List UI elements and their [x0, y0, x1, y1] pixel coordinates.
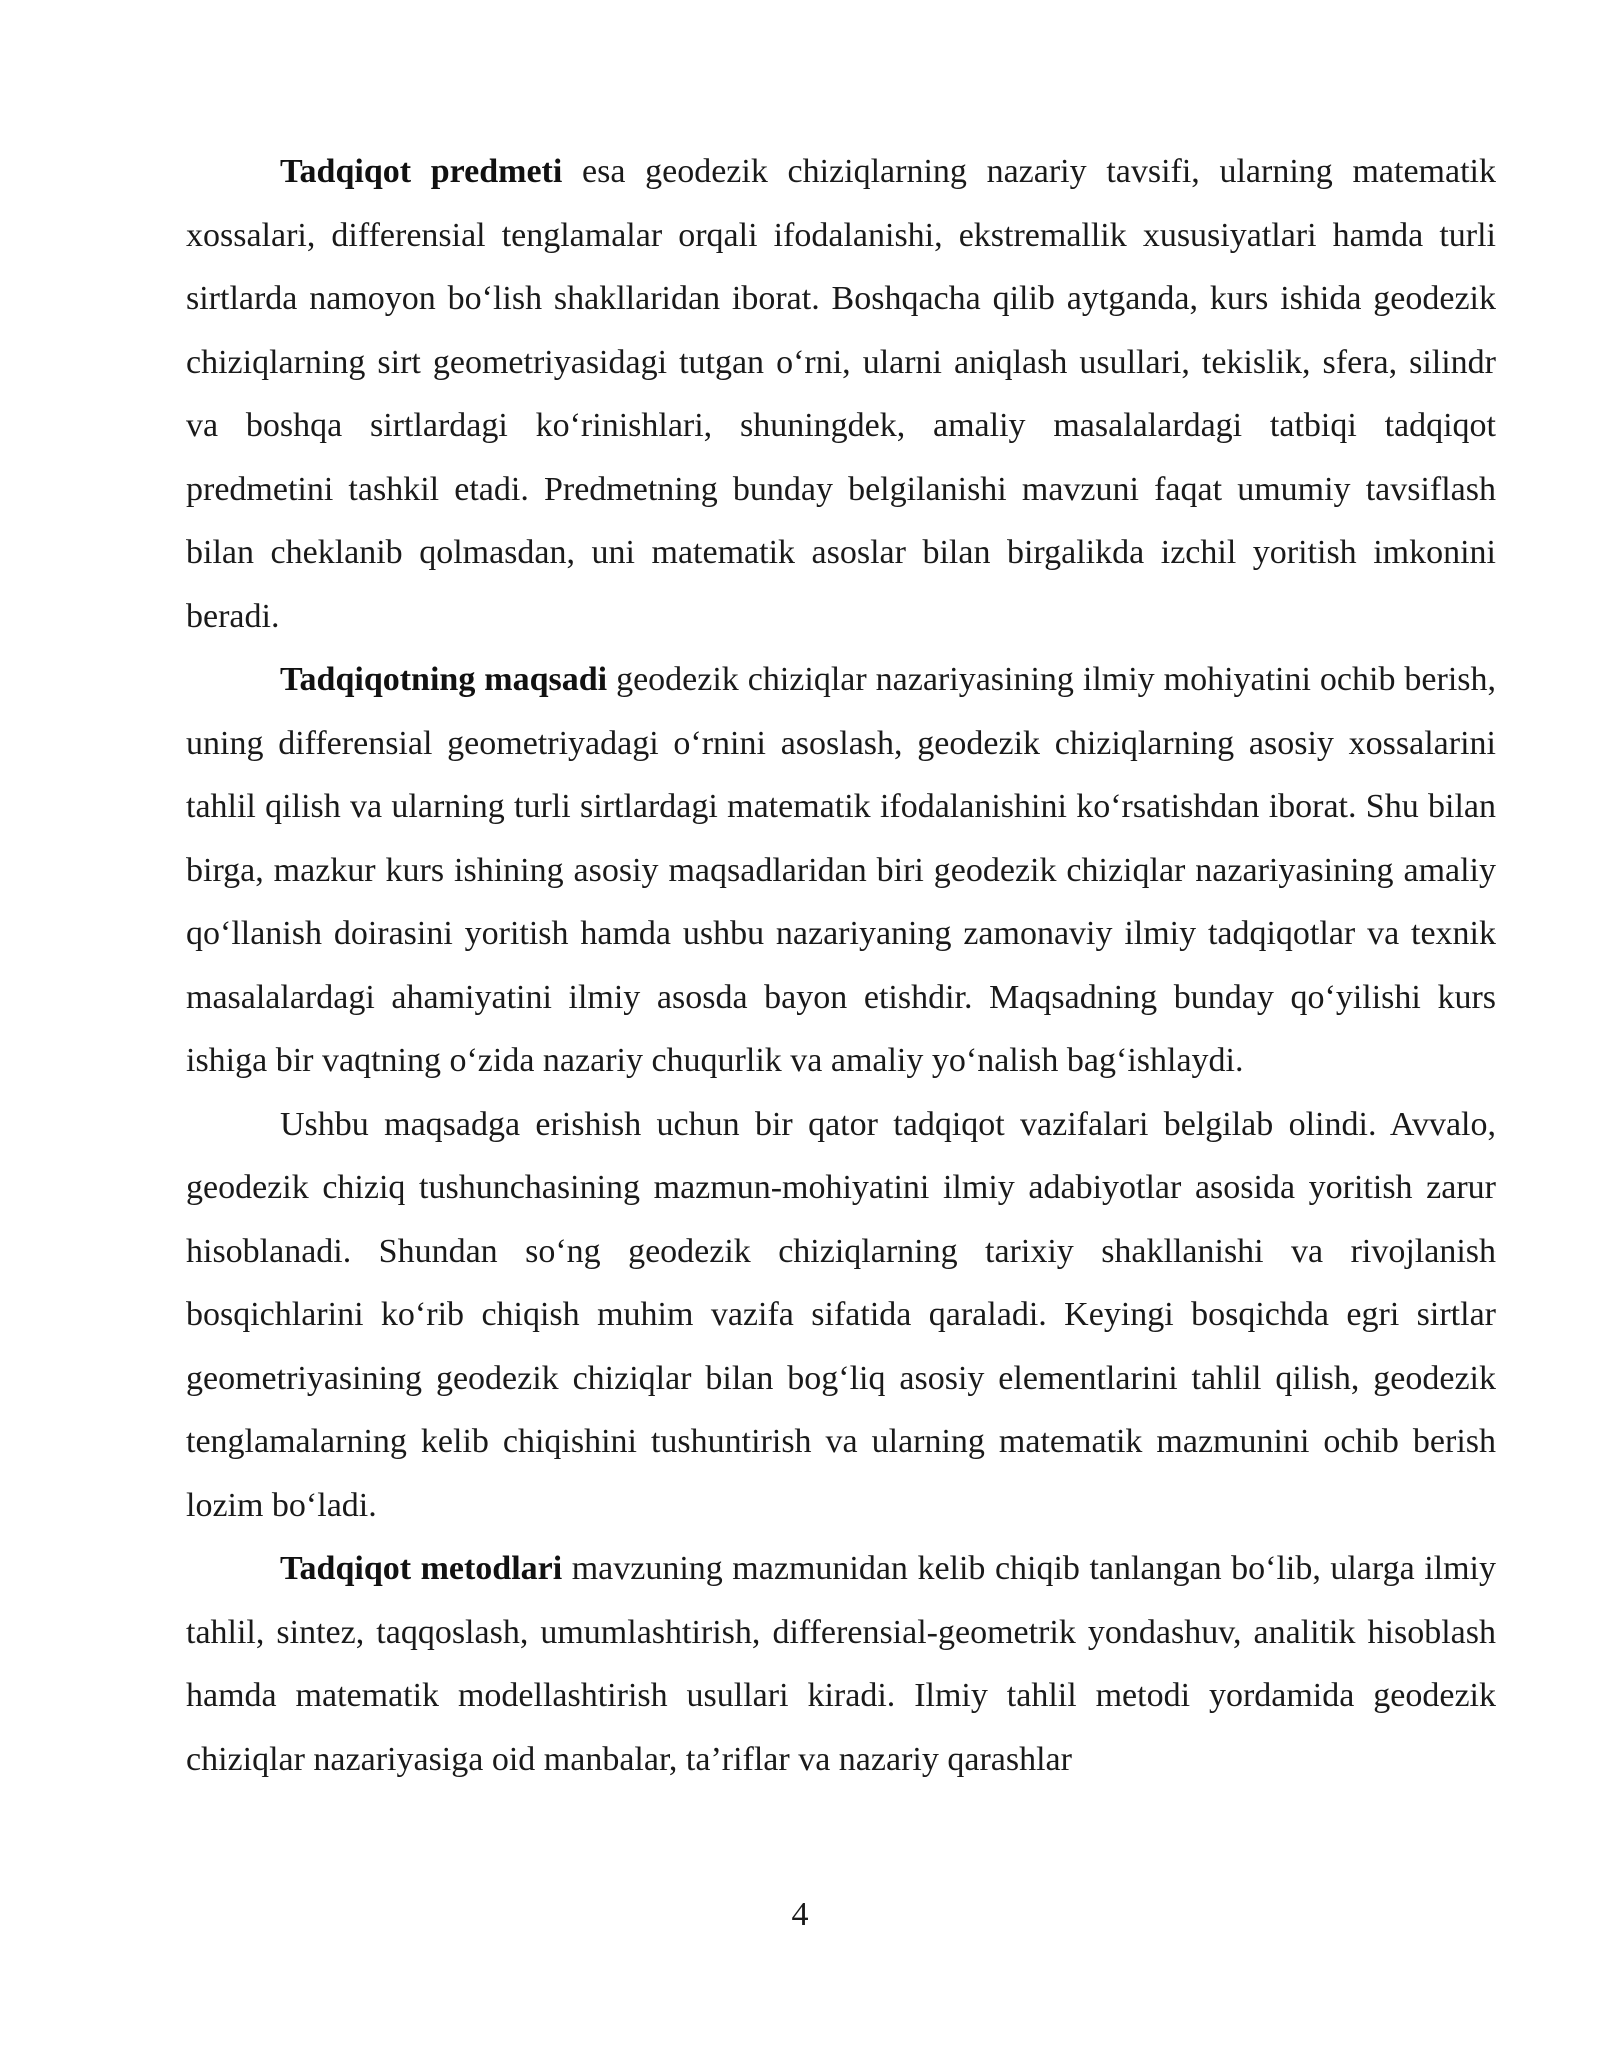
paragraph-goal: [186, 648, 1496, 1093]
paragraph-tasks: [186, 1093, 1496, 1538]
document-body: [186, 140, 1496, 1791]
paragraph-heading: Tadqiqot metodlari: [280, 1550, 563, 1587]
page-number: 4: [791, 1896, 809, 1933]
paragraph-text: mavzuning mazmunidan kelib chiqib tanlangan boʻlib, ularga ilmiy tahlil, sintez, taqqoslash, umumlashtirish, differensial-geometrik yondashuv, analitik hisoblash hamda matematik modellashtirish usullari kiradi. Ilmiy tahlil metodi yordamida geodezik chiziqlar nazariyasiga oid manbalar, ta’riflar va nazariy qarashlar: [186, 1550, 1496, 1778]
paragraph-text: geodezik chiziqlar nazariyasining ilmiy mohiyatini ochib berish, uning differensial geometriyadagi oʻrnini asoslash, geodezik chiziqlarning asosiy xossalarini tahlil qilish va ularning turli sirtlardagi matematik ifodalanishini koʻrsatishdan iborat. Shu bilan birga, mazkur kurs ishining asosiy maqsadlaridan biri geodezik chiziqlar nazariyasining amaliy qoʻllanish doirasini yoritish hamda ushbu nazariyaning zamonaviy ilmiy tadqiqotlar va texnik masalalardagi ahamiyatini ilmiy asosda bayon etishdir. Maqsadning bunday qoʻyilishi kurs ishiga bir vaqtning oʻzida nazariy chuqurlik va amaliy yoʻnalish bagʻishlaydi.: [186, 661, 1496, 1079]
paragraph-text: Ushbu maqsadga erishish uchun bir qator tadqiqot vazifalari belgilab olindi. Avvalo, geodezik chiziq tushunchasining mazmun-mohiyatini ilmiy adabiyotlar asosida yoritish zarur hisoblanadi. Shundan soʻng geodezik chiziqlarning tarixiy shakllanishi va rivojlanish bosqichlarini koʻrib chiqish muhim vazifa sifatida qaraladi. Keyingi bosqichda egri sirtlar geometriyasining geodezik chiziqlar bilan bogʻliq asosiy elementlarini tahlil qilish, geodezik tenglamalarning kelib chiqishini tushuntirish va ularning matematik mazmunini ochib berish lozim boʻladi.: [186, 1105, 1496, 1524]
paragraph-text: esa geodezik chiziqlarning nazariy tavsifi, ularning matematik xossalari, differensial tenglamalar orqali ifodalanishi, ekstremallik xususiyatlari hamda turli sirtlarda namoyon boʻlish shakllaridan iborat. Boshqacha qilib aytganda, kurs ishida geodezik chiziqlarning sirt geometriyasidagi tutgan oʻrni, ularni aniqlash usullari, tekislik, sfera, silindr va boshqa sirtlardagi koʻrinishlari, shuningdek, amaliy masalalardagi tatbiqi tadqiqot predmetini tashkil etadi. Predmetning bunday belgilanishi mavzuni faqat umumiy tavsiflash bilan cheklanib qolmasdan, uni matematik asoslar bilan birgalikda izchil yoritish imkonini beradi.: [186, 153, 1496, 635]
paragraph-methods: [186, 1537, 1496, 1791]
paragraph-heading: Tadqiqotning maqsadi: [280, 661, 608, 698]
paragraph-heading: Tadqiqot predmeti: [280, 153, 563, 190]
paragraph-subject: [186, 140, 1496, 648]
